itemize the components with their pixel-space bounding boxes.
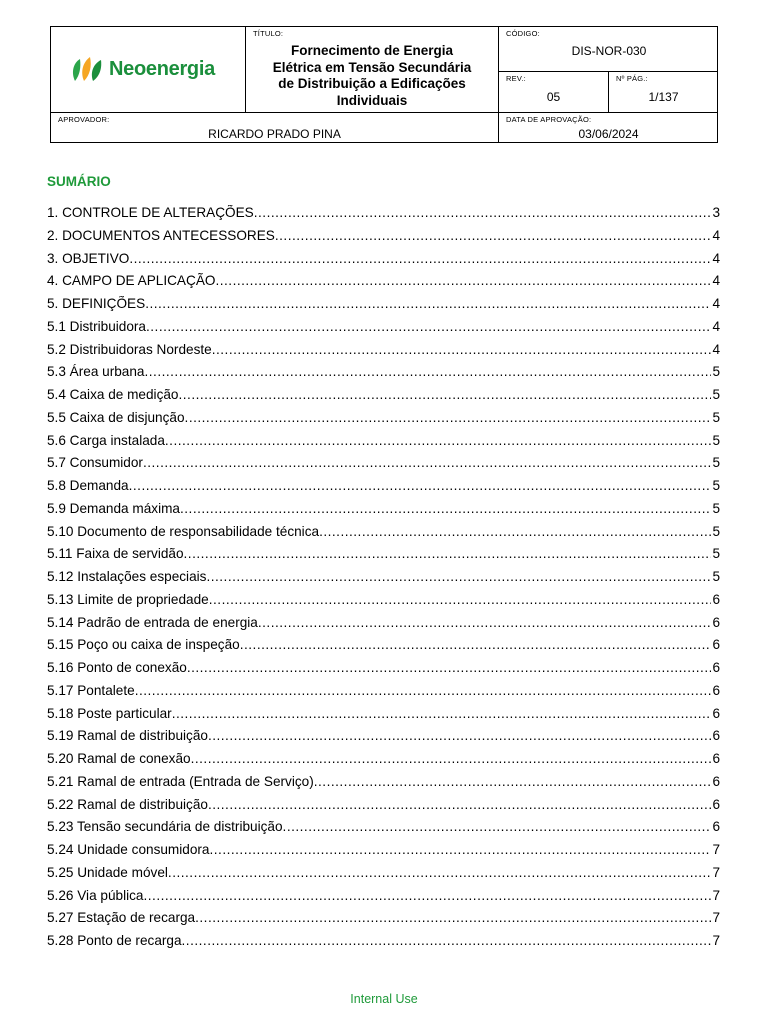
toc-leader-dots (145, 364, 712, 379)
toc-entry-label: 5.7 Consumidor (47, 455, 143, 471)
toc-entry-label: 5.1 Distribuidora (47, 318, 146, 334)
rev-label: REV.: (506, 74, 526, 83)
toc-entry-page: 4 (712, 318, 720, 334)
toc-entry-label: 5.18 Poste particular (47, 705, 172, 721)
toc-leader-dots (319, 524, 711, 539)
toc-entry-label: 5.27 Estação de recarga (47, 910, 196, 926)
toc-leader-dots (182, 933, 712, 948)
toc-entry-label: 4. CAMPO DE APLICAÇÃO (47, 273, 216, 289)
toc-leader-dots (185, 410, 712, 425)
toc-entry[interactable] (47, 819, 720, 842)
toc-entry-page: 7 (712, 864, 720, 880)
toc-entry-label: 5.4 Caixa de medição (47, 387, 179, 402)
title-line: Individuais (336, 92, 408, 108)
toc-leader-dots (240, 637, 712, 652)
toc-entry-label: 5.17 Pontalete (47, 682, 135, 698)
toc-leader-dots (143, 455, 711, 470)
toc-leader-dots (209, 842, 711, 857)
aprovador-cell (51, 113, 498, 143)
toc-entry-page: 3 (712, 205, 720, 220)
logo-cell (51, 27, 245, 112)
toc-entry[interactable] (47, 364, 720, 387)
toc-entry-label: 5.13 Limite de propriedade (47, 591, 209, 607)
toc-entry[interactable] (47, 865, 720, 888)
toc-entry[interactable] (47, 251, 720, 274)
toc-leader-dots (135, 683, 712, 698)
toc-entry-label: 5.10 Documento de responsabilidade técnica (47, 523, 320, 539)
toc-entry-label: 5.19 Ramal de distribuição (47, 728, 208, 744)
toc-entry-page: 7 (712, 933, 720, 948)
toc-entry-page: 5 (712, 455, 720, 471)
toc-entry-label: 5.23 Tensão secundária de distribuição (47, 819, 283, 835)
toc-entry-label: 5.12 Instalações especiais (47, 569, 207, 584)
toc-entry-page: 4 (712, 227, 720, 243)
title-line: Elétrica em Tensão Secundária (272, 59, 472, 75)
toc-entry[interactable] (47, 228, 720, 251)
toc-entry[interactable] (47, 410, 720, 433)
logo-wordmark: Neoenergia (109, 57, 215, 80)
codigo-value: DIS-NOR-030 (571, 44, 647, 58)
toc-leader-dots (165, 433, 712, 448)
toc-entry[interactable] (47, 319, 720, 342)
data-cell (499, 113, 718, 143)
toc-entry-page: 4 (712, 296, 720, 311)
aprovador-label: APROVADOR: (58, 115, 110, 124)
toc-entry-page: 6 (712, 591, 720, 607)
toc-leader-dots (191, 751, 712, 766)
toc-leader-dots (215, 273, 711, 288)
pag-cell (609, 72, 718, 112)
toc-entry[interactable] (47, 455, 720, 478)
data-value: 03/06/2024 (578, 127, 639, 141)
toc-entry[interactable] (47, 728, 720, 751)
toc-entry[interactable] (47, 637, 720, 660)
toc-entry[interactable] (47, 683, 720, 706)
toc-entry-page: 4 (712, 273, 720, 289)
toc-entry-label: 5.28 Ponto de recarga (47, 933, 182, 948)
toc-entry[interactable] (47, 205, 720, 228)
toc-entry[interactable] (47, 842, 720, 865)
data-label: DATA DE APROVAÇÃO: (506, 115, 592, 124)
toc-leader-dots (212, 342, 712, 357)
toc-entry-label: 5.11 Faixa de servidão (47, 546, 184, 562)
toc-entry[interactable] (47, 524, 720, 547)
toc-leader-dots (180, 501, 711, 516)
toc-entry-page: 7 (712, 887, 720, 903)
toc-leader-dots (129, 478, 712, 493)
toc-leader-dots (195, 910, 711, 925)
toc-entry-page: 6 (712, 819, 720, 835)
toc-entry-label: 5.25 Unidade móvel (47, 864, 168, 880)
pag-value: 1/137 (648, 90, 679, 104)
toc-entry-page: 5 (712, 569, 720, 584)
toc-entry[interactable] (47, 273, 720, 296)
toc-leader-dots (187, 660, 712, 675)
toc-leader-dots (275, 228, 712, 243)
toc-entry-page: 6 (712, 773, 720, 789)
toc-entry-label: 5.8 Demanda (47, 478, 129, 493)
toc-leader-dots (254, 205, 712, 220)
toc-entry-label: 5. DEFINIÇÕES (47, 296, 146, 311)
toc-entry[interactable] (47, 797, 720, 820)
toc-entry-page: 5 (712, 364, 720, 380)
toc-entry[interactable] (47, 660, 720, 683)
toc-entry-label: 3. OBJETIVO (47, 250, 130, 266)
toc-leader-dots (146, 319, 711, 334)
toc-leader-dots (172, 706, 712, 721)
toc-entry-label: 5.6 Carga instalada (47, 432, 165, 448)
toc-entry-label: 1. CONTROLE DE ALTERAÇÕES (47, 205, 254, 220)
classification-footer: Internal Use (350, 992, 418, 1006)
toc-entry-page: 7 (712, 842, 720, 857)
toc-entry-label: 5.22 Ramal de distribuição (47, 796, 208, 812)
toc-entry-label: 5.3 Área urbana (47, 364, 145, 380)
title-line: de Distribuição a Edificações (278, 76, 466, 91)
rev-value: 05 (546, 90, 561, 104)
toc-entry[interactable] (47, 342, 720, 365)
toc-entry-page: 6 (712, 751, 720, 766)
toc-leader-dots (208, 797, 711, 812)
toc-entry-label: 5.2 Distribuidoras Nordeste (47, 341, 212, 357)
toc-entry-label: 5.9 Demanda máxima (47, 500, 180, 516)
toc-entry-label: 5.5 Caixa de disjunção (47, 409, 185, 425)
document-header (50, 26, 718, 143)
toc-entry-page: 6 (712, 682, 720, 698)
toc-entry[interactable] (47, 615, 720, 638)
toc-entry[interactable] (47, 888, 720, 911)
toc-entry-page: 6 (712, 637, 720, 653)
title-line: Fornecimento de Energia (290, 43, 454, 58)
rev-cell (499, 72, 608, 112)
toc-leader-dots (184, 546, 712, 561)
toc-entry-page: 5 (712, 546, 720, 562)
title-cell (246, 27, 498, 112)
toc-entry[interactable] (47, 546, 720, 569)
toc-entry-page: 6 (712, 796, 720, 812)
toc-entry[interactable] (47, 433, 720, 456)
toc-entry-page: 5 (712, 523, 720, 539)
toc-entry[interactable] (47, 910, 720, 933)
toc-entry[interactable] (47, 592, 720, 615)
toc-entry-label: 5.16 Ponto de conexão (47, 660, 187, 675)
toc-entry[interactable] (47, 387, 720, 410)
toc-entry-page: 6 (712, 728, 720, 744)
toc-entry-page: 6 (712, 705, 720, 721)
toc-leader-dots (178, 387, 711, 402)
titulo-label: TÍTULO: (253, 29, 284, 38)
toc-entry-label: 5.15 Poço ou caixa de inspeção (47, 637, 240, 653)
toc-entry[interactable] (47, 569, 720, 592)
toc-entry-page: 5 (712, 478, 720, 493)
toc-entry[interactable] (47, 774, 720, 797)
toc-entry-page: 5 (712, 500, 720, 516)
neoenergia-logo (71, 55, 215, 83)
toc-leader-dots (258, 615, 712, 630)
toc-leader-dots (206, 569, 711, 584)
toc-entry-page: 5 (712, 432, 720, 448)
toc-leader-dots (145, 296, 711, 311)
pag-label: Nº PÁG.: (616, 74, 648, 83)
toc-entry[interactable] (47, 478, 720, 501)
codigo-cell (499, 27, 718, 71)
document-title (246, 43, 498, 109)
toc-entry[interactable] (47, 501, 720, 524)
toc-leader-dots (168, 865, 712, 880)
toc-entry[interactable] (47, 751, 720, 774)
toc-leader-dots (283, 819, 712, 834)
aprovador-value: RICARDO PRADO PINA (208, 127, 341, 141)
toc-entry-page: 5 (712, 387, 720, 402)
table-of-contents (47, 205, 720, 956)
codigo-label: CÓDIGO: (506, 29, 540, 38)
toc-entry-page: 4 (712, 250, 720, 266)
toc-entry[interactable] (47, 933, 720, 956)
toc-entry-page: 4 (712, 341, 720, 357)
toc-entry-label: 5.20 Ramal de conexão (47, 751, 191, 766)
leaf-icon (71, 55, 105, 83)
toc-entry-label: 5.26 Via pública (47, 887, 144, 903)
toc-entry-page: 7 (712, 910, 720, 926)
toc-entry-page: 6 (712, 660, 720, 675)
toc-entry-label: 5.24 Unidade consumidora (47, 842, 210, 857)
toc-entry-page: 6 (712, 614, 720, 630)
summary-heading: SUMÁRIO (47, 174, 111, 189)
toc-entry[interactable] (47, 296, 720, 319)
toc-leader-dots (144, 888, 712, 903)
toc-entry-label: 5.14 Padrão de entrada de energia (47, 614, 258, 630)
toc-entry-label: 5.21 Ramal de entrada (Entrada de Serviço) (47, 773, 314, 789)
toc-leader-dots (209, 592, 712, 607)
toc-leader-dots (129, 251, 711, 266)
toc-leader-dots (208, 728, 711, 743)
toc-entry-label: 2. DOCUMENTOS ANTECESSORES (47, 227, 275, 243)
toc-leader-dots (314, 774, 712, 789)
toc-entry-page: 5 (712, 409, 720, 425)
toc-entry[interactable] (47, 706, 720, 729)
